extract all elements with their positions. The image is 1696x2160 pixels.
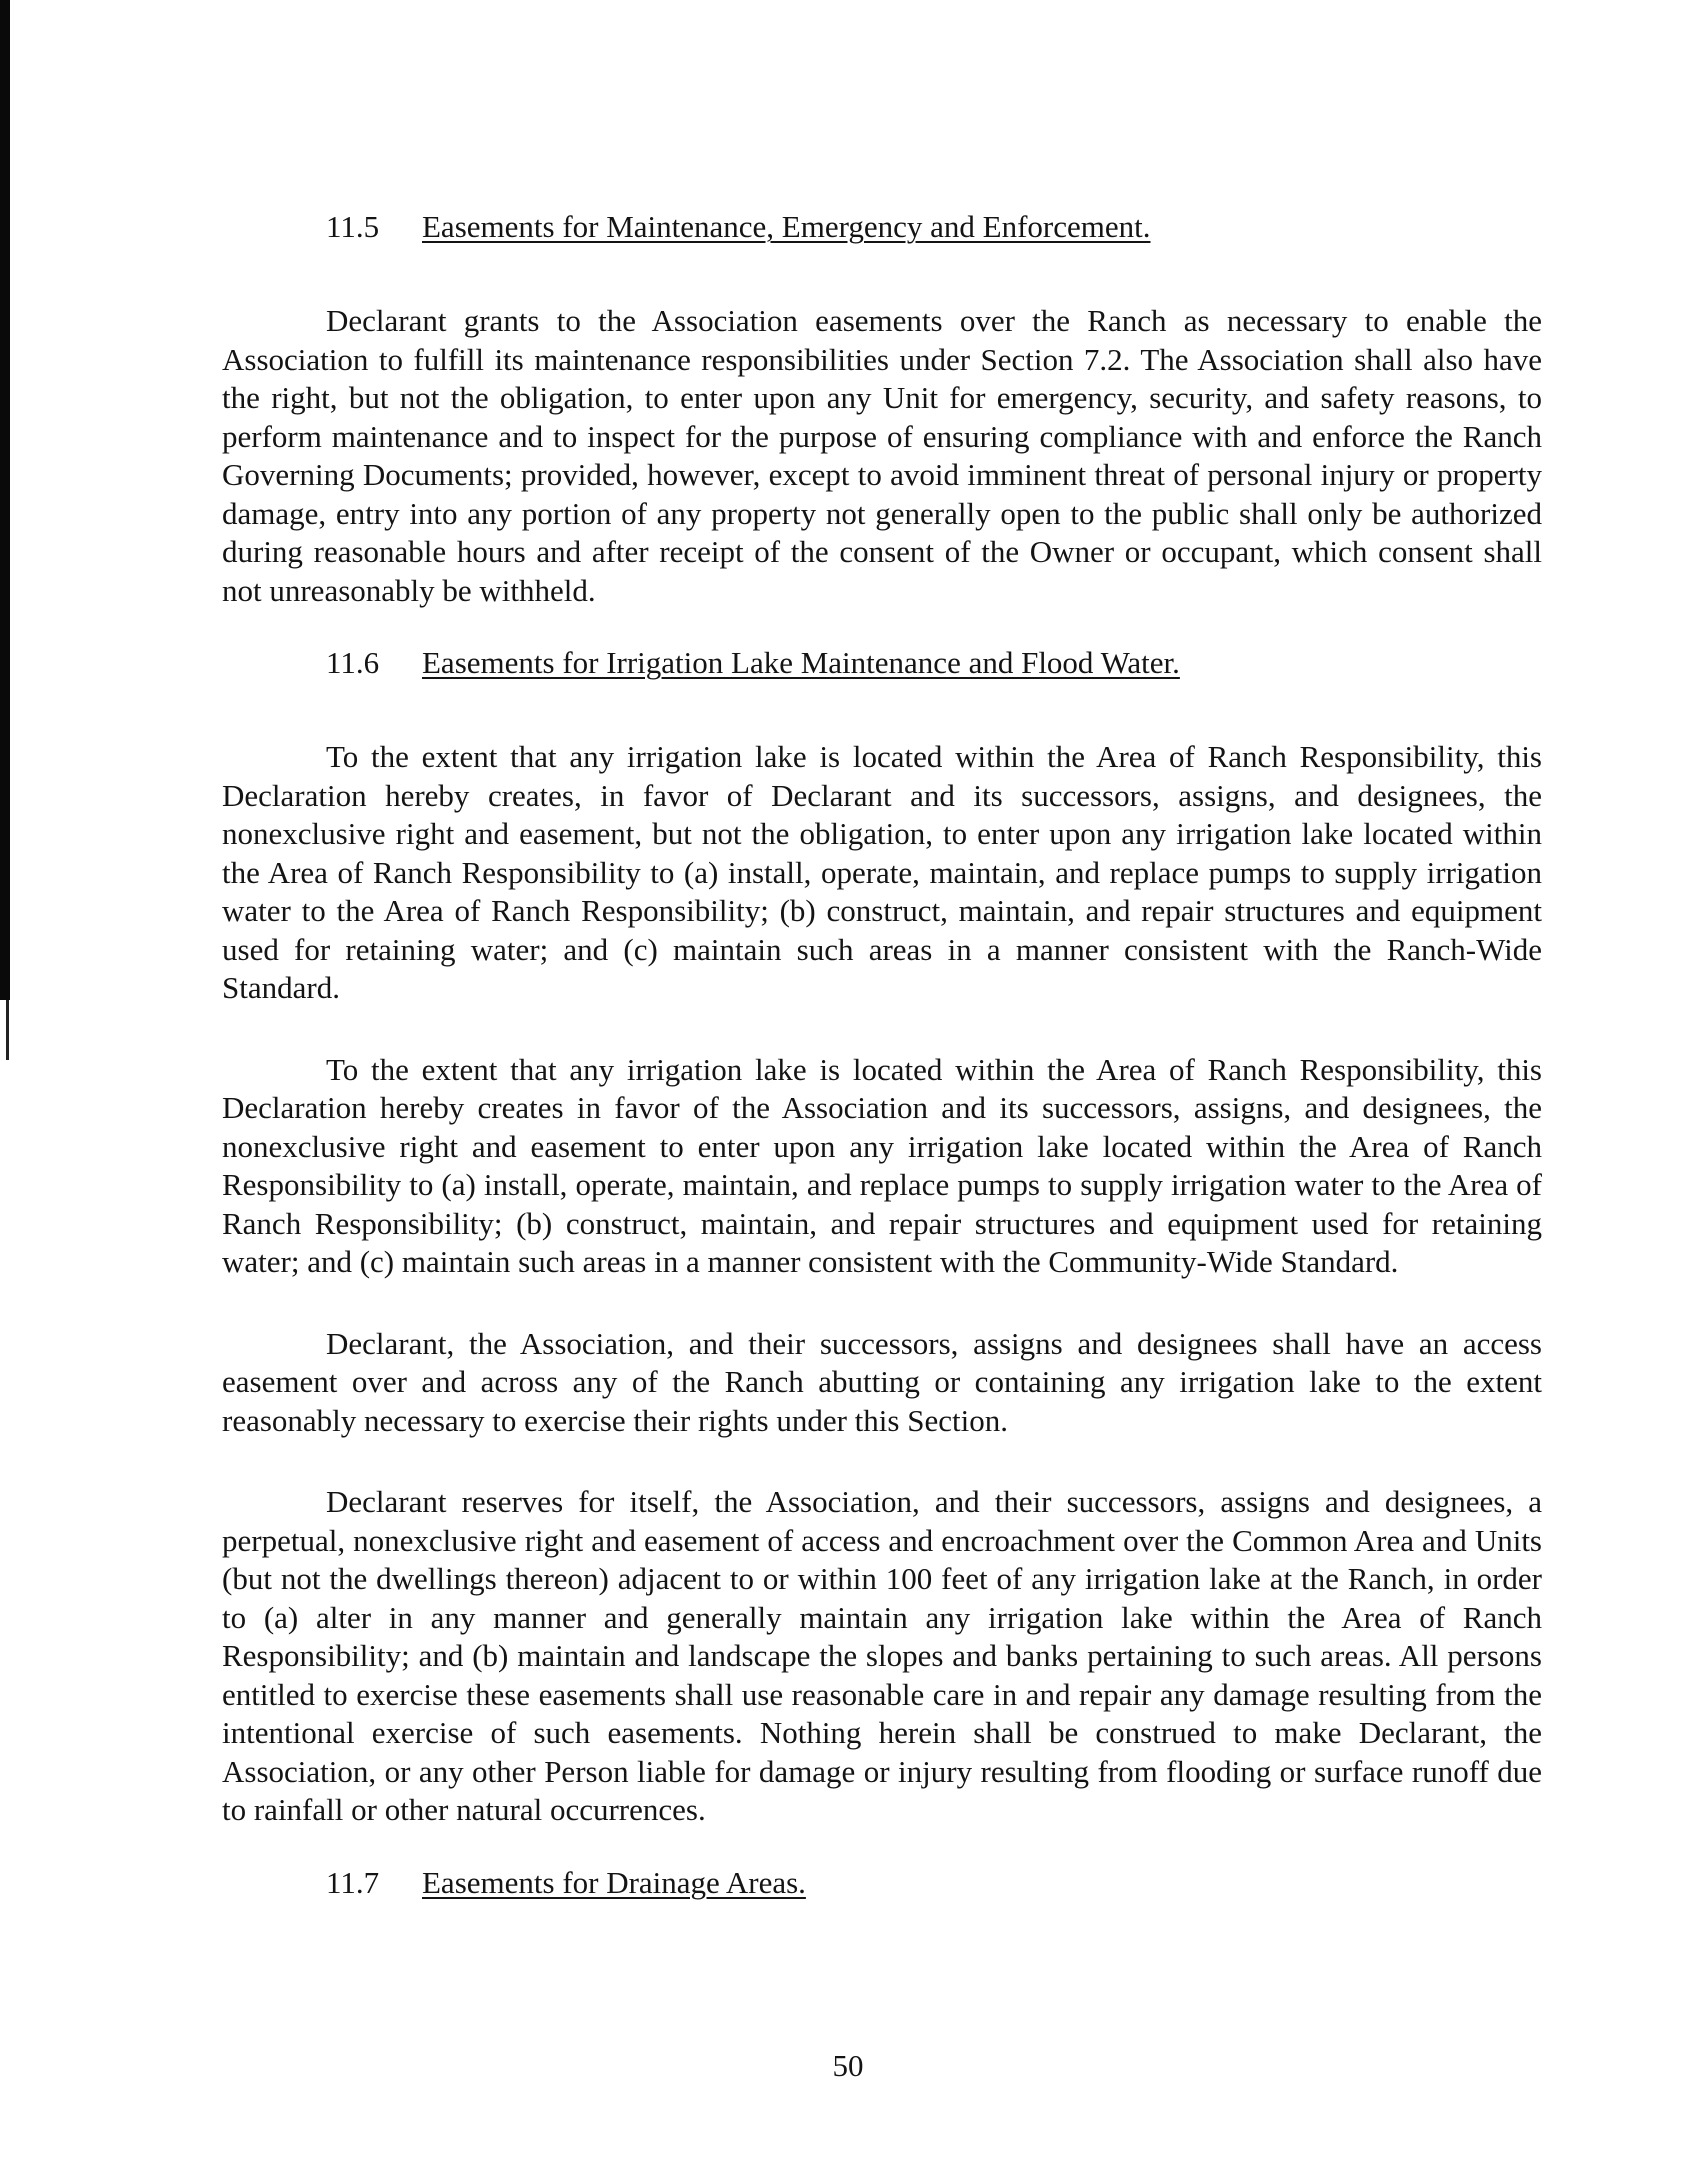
document-page — [222, 208, 1542, 1958]
section-title: Easements for Maintenance, Emergency and Enforcement. — [422, 209, 1151, 244]
section-title: Easements for Irrigation Lake Maintenance and Flood Water. — [422, 645, 1180, 680]
paragraph: Declarant grants to the Association easements over the Ranch as necessary to enable the Association to fulfill its maintenance responsibilities under Section 7.2. The Association shall also have the right, but not the obligation, to enter upon any Unit for emergency, security, and safety reasons, to perform maintenance and to inspect for the purpose of ensuring compliance with and enforce the Ranch Governing Documents; provided, however, except to avoid imminent threat of personal injury or property damage, entry into any portion of any property not generally open to the public shall only be authorized during reasonable hours and after receipt of the consent of the Owner or occupant, which consent shall not unreasonably be withheld. — [222, 303, 1542, 608]
paragraph: To the extent that any irrigation lake is located within the Area of Ranch Responsibility, this Declaration hereby creates, in favor of Declarant and its successors, assigns, and designees, the nonexclusive right and easement, but not the obligation, to enter upon any irrigation lake located within the Area of Ranch Responsibility to (a) install, operate, maintain, and replace pumps to supply irrigation water to the Area of Ranch Responsibility; (b) construct, maintain, and repair structures and equipment used for retaining water; and (c) maintain such areas in a manner consistent with the Ranch-Wide Standard. — [222, 739, 1542, 1005]
section-number: 11.5 — [326, 209, 380, 244]
section-number: 11.6 — [326, 645, 380, 680]
section-heading-11-5 — [222, 208, 1542, 246]
page-number: 50 — [832, 2048, 864, 2083]
section-heading-11-7 — [222, 1864, 1542, 1902]
paragraph: To the extent that any irrigation lake is located within the Area of Ranch Responsibility, this Declaration hereby creates in favor of the Association and its successors, assigns, and designees, the nonexclusive right and easement to enter upon any irrigation lake located within the Area of Ranch Responsibility to (a) install, operate, maintain, and replace pumps to supply irrigation water to the Area of Ranch Responsibility; (b) construct, maintain, and repair structures and equipment used for retaining water; and (c) maintain such areas in a manner consistent with the Community-Wide Standard. — [222, 1051, 1542, 1279]
section-number: 11.7 — [326, 1864, 380, 1900]
section-title: Easements for Drainage Areas. — [422, 1864, 806, 1900]
scan-margin-mark — [6, 1000, 9, 1060]
section-heading-11-6 — [222, 644, 1542, 682]
paragraph: Declarant, the Association, and their successors, assigns and designees shall have an access easement over and across any of the Ranch abutting or containing any irrigation lake to the extent reasonably necessary to exercise their rights under this Section. — [222, 1325, 1542, 1438]
scan-left-edge — [0, 0, 10, 1000]
paragraph: Declarant reserves for itself, the Association, and their successors, assigns and designees, a perpetual, nonexclusive right and easement of access and encroachment over the Common Area and Units (but not the dwellings thereon) adjacent to or within 100 feet of any irrigation lake at the Ranch, in order to (a) alter in any manner and generally maintain any irrigation lake within the Area of Ranch Responsibility; and (b) maintain and landscape the slopes and banks pertaining to such areas. All persons entitled to exercise these easements shall use reasonable care in and repair any damage resulting from the intentional exercise of such easements. Nothing herein shall be construed to make Declarant, the Association, or any other Person liable for damage or injury resulting from flooding or surface runoff due to rainfall or other natural occurrences. — [222, 1484, 1542, 1827]
